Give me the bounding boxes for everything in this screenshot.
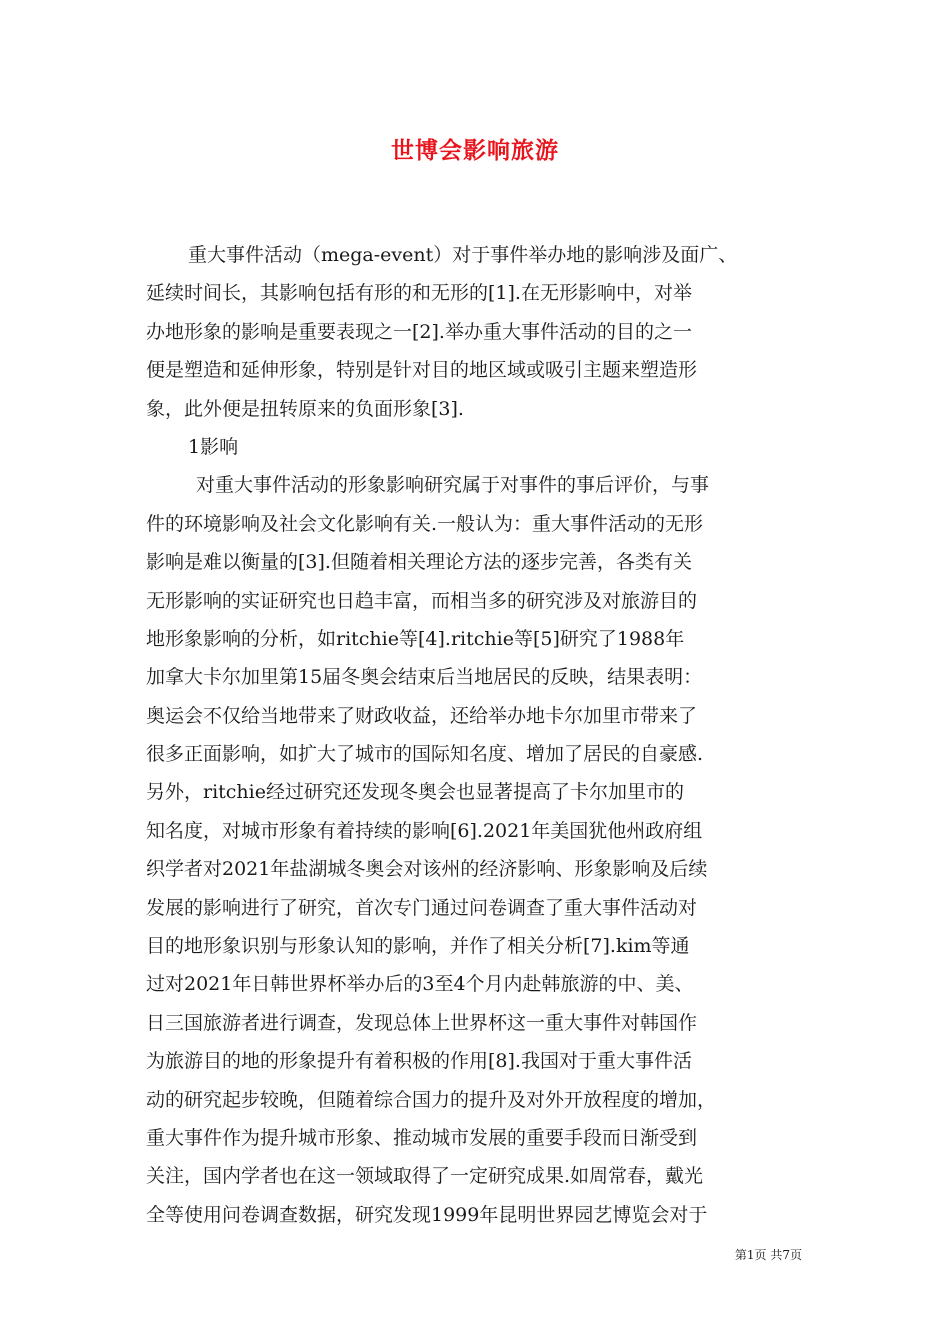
paragraph-line: 为旅游目的地的形象提升有着积极的作用[8].我国对于重大事件活 [146, 1050, 692, 1073]
paragraph-line: 关注，国内学者也在这一领域取得了一定研究成果.如周常春，戴光 [146, 1165, 704, 1188]
paragraph-line: 目的地形象识别与形象认知的影响，并作了相关分析[7].kim等通 [146, 935, 690, 958]
page-title: 世博会影响旅游 [391, 137, 559, 164]
paragraph-line: 便是塑造和延伸形象，特别是针对目的地区域或吸引主题来塑造形 [146, 359, 698, 382]
body-text [146, 236, 814, 1234]
page-number-footer: 第1页 共7页 [734, 1248, 802, 1262]
paragraph-line: 象，此外便是扭转原来的负面形象[3]. [146, 397, 464, 420]
paragraph-line: 很多正面影响，如扩大了城市的国际知名度、增加了居民的自豪感. [146, 743, 704, 766]
paragraph-line: 全等使用问卷调查数据，研究发现1999年昆明世界园艺博览会对于 [146, 1203, 708, 1226]
paragraph-line: 奥运会不仅给当地带来了财政收益，还给举办地卡尔加里市带来了 [146, 704, 698, 727]
paragraph-line: 动的研究起步较晚，但随着综合国力的提升及对外开放程度的增加， [146, 1088, 717, 1111]
paragraph-line: 重大事件活动（mega-event）对于事件举办地的影响涉及面广、 [188, 244, 738, 266]
paragraph-line: 延续时间长，其影响包括有形的和无形的[1].在无形影响中，对举 [146, 282, 692, 305]
paragraph-line: 地形象影响的分析，如ritchie等[4].ritchie等[5]研究了1988年 [146, 627, 685, 650]
paragraph-line: 办地形象的影响是重要表现之一[2].举办重大事件活动的目的之一 [146, 320, 692, 343]
paragraph-line: 发展的影响进行了研究，首次专门通过问卷调查了重大事件活动对 [146, 896, 698, 919]
paragraph-line: 对重大事件活动的形象影响研究属于对事件的事后评价，与事 [196, 474, 710, 497]
paragraph-line: 另外，ritchie经过研究还发现冬奥会也显著提高了卡尔加里市的 [146, 781, 684, 804]
paragraph-line: 加拿大卡尔加里第15届冬奥会结束后当地居民的反映，结果表明： [146, 666, 703, 689]
paragraph-line: 日三国旅游者进行调查，发现总体上世界杯这一重大事件对韩国作 [146, 1011, 698, 1034]
paragraph-line: 件的环境影响及社会文化影响有关.一般认为：重大事件活动的无形 [146, 512, 704, 535]
paragraph-line: 影响是难以衡量的[3].但随着相关理论方法的逐步完善，各类有关 [146, 551, 692, 574]
paragraph-line: 过对2021年日韩世界杯举办后的3至4个月内赴韩旅游的中、美、 [146, 973, 694, 996]
section-heading: 1影响 [188, 435, 239, 458]
paragraph-line: 织学者对2021年盐湖城冬奥会对该州的经济影响、形象影响及后续 [146, 858, 708, 881]
paragraph-line: 无形影响的实证研究也日趋丰富，而相当多的研究涉及对旅游目的 [146, 589, 698, 612]
paragraph-line: 知名度，对城市形象有着持续的影响[6].2021年美国犹他州政府组 [146, 819, 703, 842]
paragraph-line: 重大事件作为提升城市形象、推动城市发展的重要手段而日渐受到 [146, 1126, 698, 1149]
